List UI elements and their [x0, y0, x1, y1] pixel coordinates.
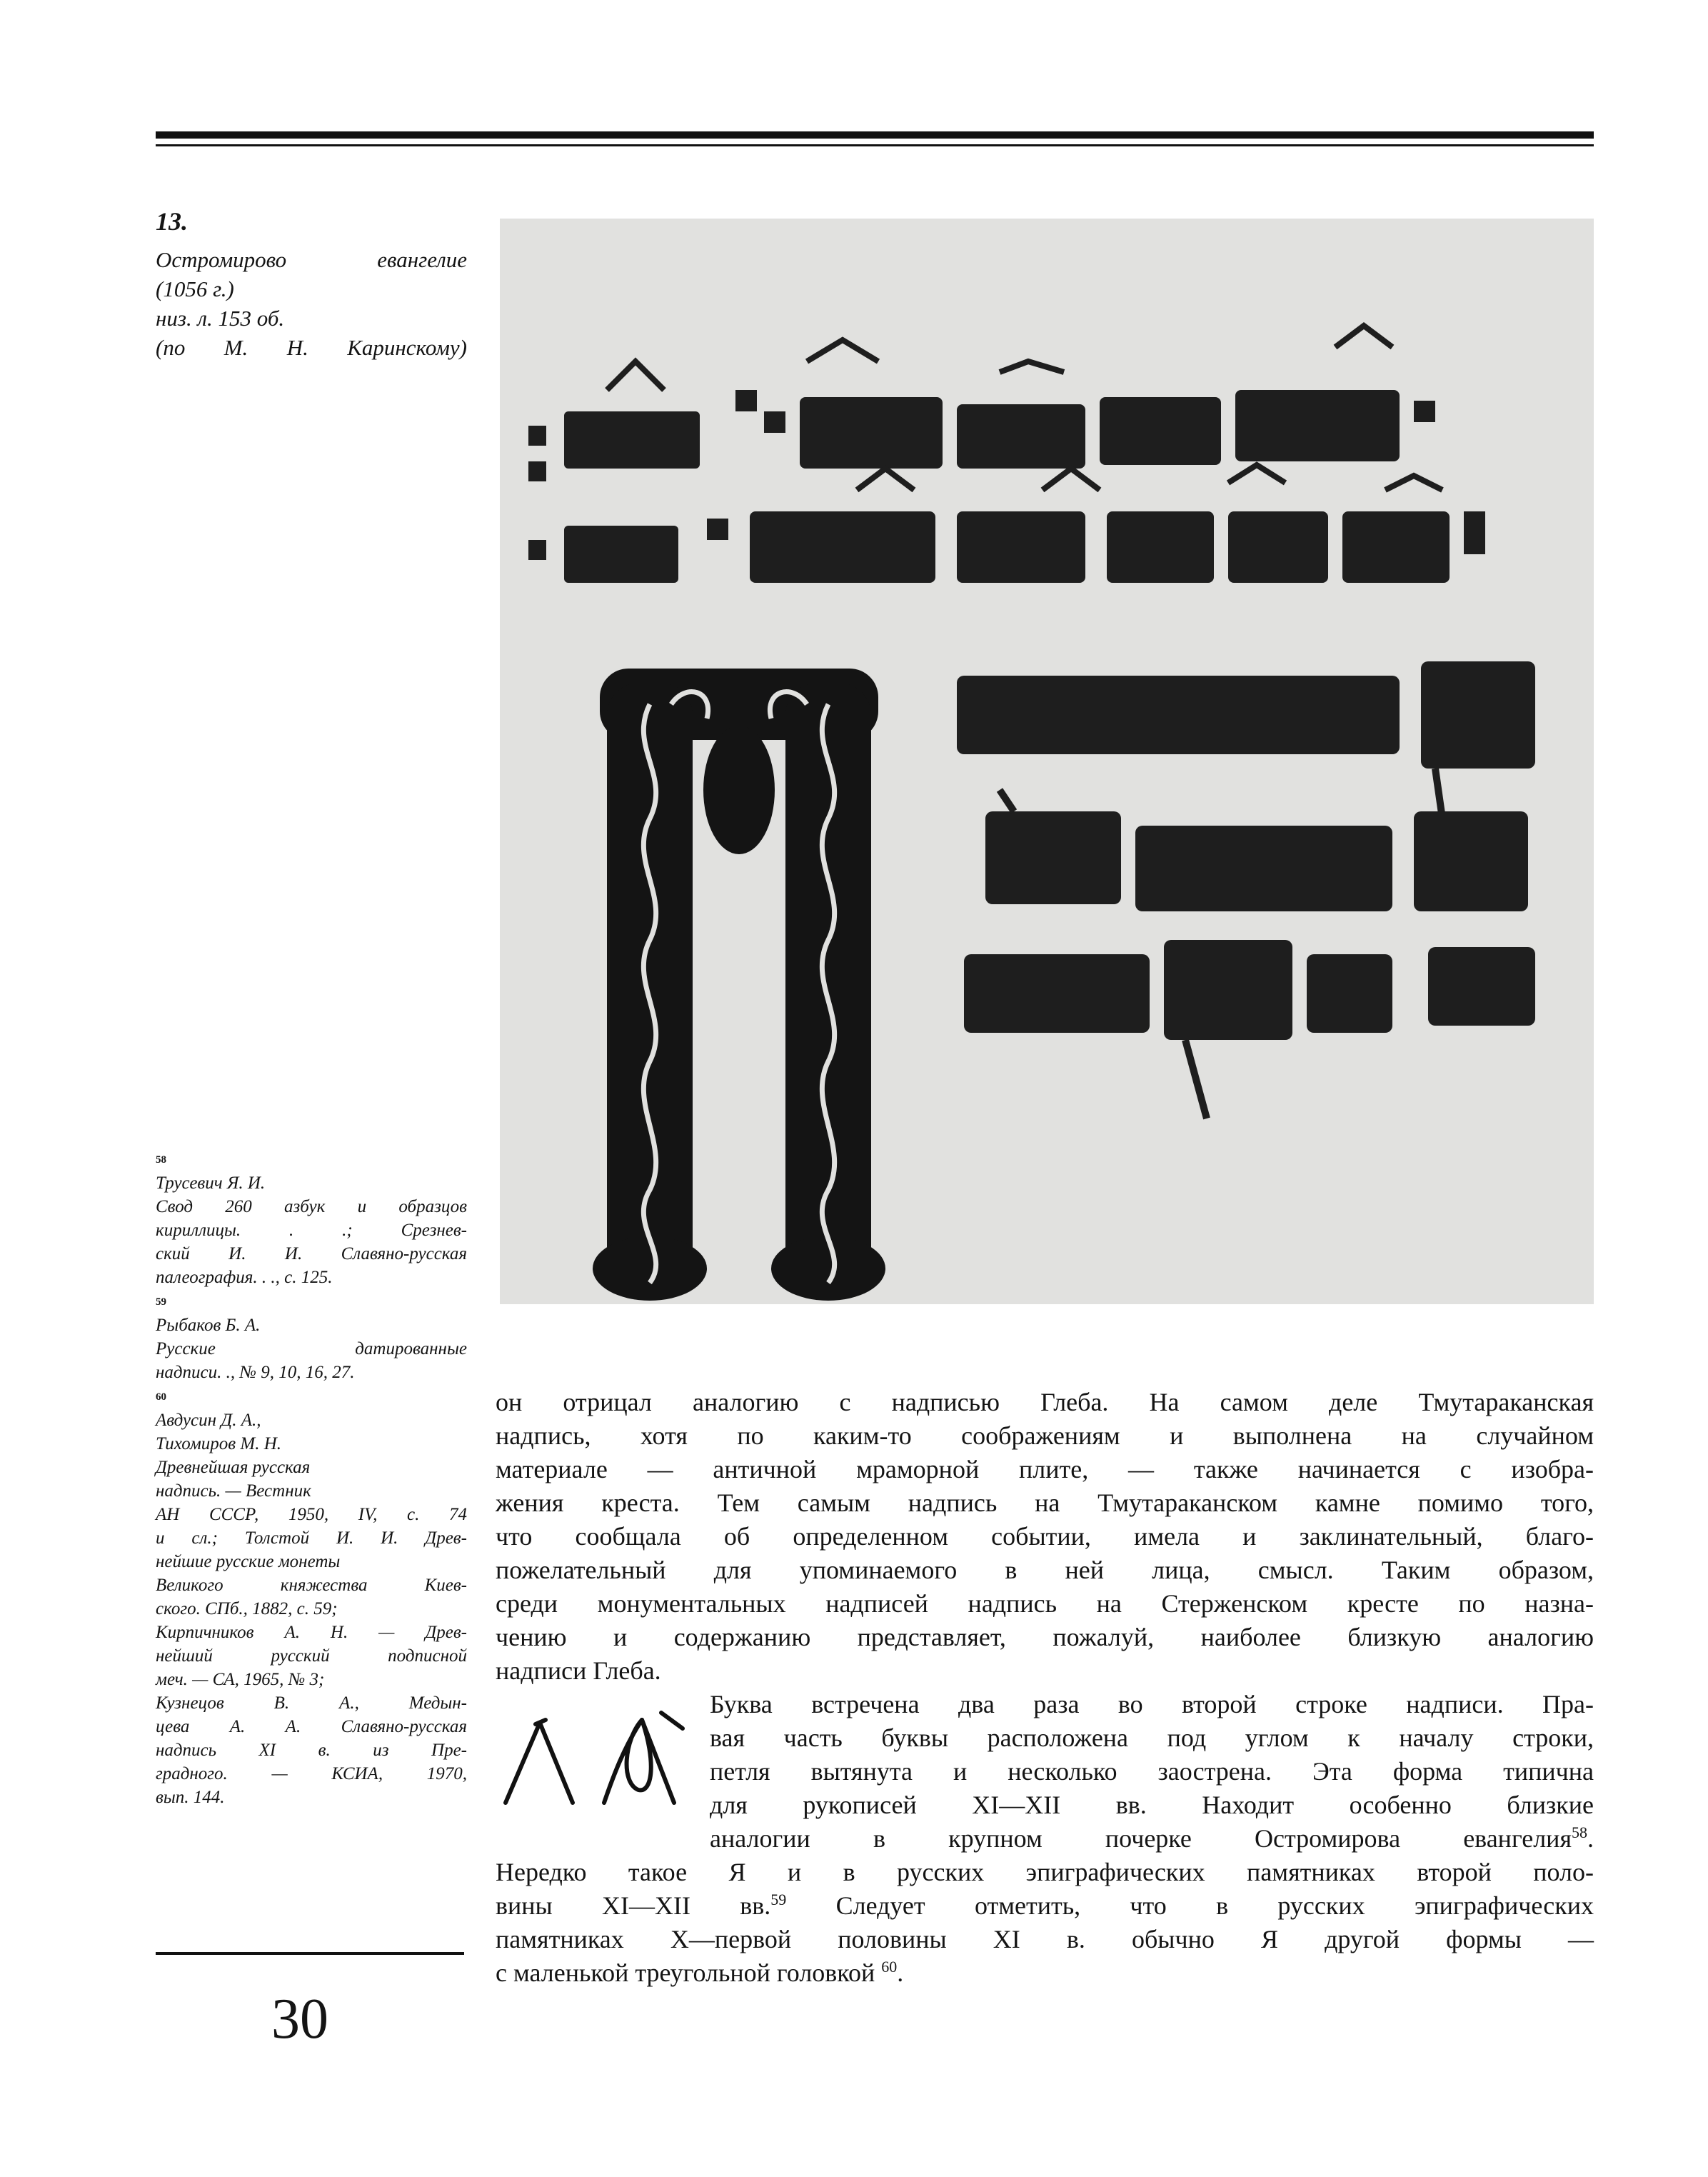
text-segment: другой формы — [1325, 1925, 1594, 1953]
caption-line: (1056 г.) [156, 276, 234, 301]
text-segment: . [897, 1958, 904, 1987]
text-line [496, 1889, 1594, 1923]
footnote [156, 1390, 467, 1809]
figure-caption [156, 207, 467, 362]
footnote-line: Трусевич Я. И. [156, 1173, 266, 1193]
text-segment: Следует отметить, что в русских эпиграфических [835, 1891, 1594, 1920]
footnote-line: нейшие русские монеты [156, 1552, 341, 1571]
footnote-number: 58 [156, 1154, 166, 1166]
footnote-ref-60[interactable]: 60 [881, 1958, 898, 1976]
text-line: для рукописей XI—XII вв. Находит особенно близкие [710, 1791, 1594, 1819]
footnote-line: Древнейшая русская [156, 1458, 311, 1477]
text-segment: с маленькой треугольной головкой [496, 1958, 875, 1987]
footnote-number: 59 [156, 1296, 166, 1308]
footnote [156, 1295, 467, 1384]
footnote-line: нейший русский подписной [156, 1646, 467, 1666]
text-line: Буква встречена два раза во второй строке надписи. Пра- [710, 1690, 1594, 1718]
top-rule-thin [156, 144, 1594, 146]
text-line: он отрицал аналогию с надписью Глеба. На самом деле Тмутараканская [496, 1388, 1594, 1416]
text-segment: вины XI—XII вв. [496, 1891, 771, 1920]
manuscript-illuminated-initial-icon [500, 219, 1594, 1304]
text-line: петля вытянута и несколько заострена. Эта форма типична [710, 1757, 1594, 1786]
footnote-line: надписи. ., № 9, 10, 16, 27. [156, 1363, 355, 1382]
footnote-line: палеография. . ., с. 125. [156, 1268, 333, 1287]
footnote-line: Тихомиров М. Н. [156, 1434, 282, 1453]
footnote-ref-58[interactable]: 58 [1572, 1823, 1587, 1841]
footnote-line: градного. — КСИА, 1970, [156, 1764, 467, 1783]
text-line [496, 1822, 1594, 1856]
text-segment: и в русских эпиграфических памятниках второй поло- [787, 1858, 1594, 1886]
footnote-line: ский И. И. Славяно-русская [156, 1244, 467, 1263]
old-a-glyph: Я [728, 1858, 746, 1886]
footnote-line: кириллицы. . .; Срезнев- [156, 1221, 467, 1240]
footnote-line: вып. 144. [156, 1788, 225, 1807]
footnote-number: 60 [156, 1391, 166, 1403]
text-line: чению и содержанию представляет, пожалуй, наиболее близкую аналогию [496, 1623, 1594, 1651]
text-line: материале — античной мраморной плите, — также начинается с изобра- [496, 1455, 1594, 1483]
footnote-line: Великого княжества Киев- [156, 1576, 467, 1595]
text-line [496, 1956, 1594, 1990]
text-line: пожелательный для упоминаемого в ней лица, смысл. Таким образом, [496, 1556, 1594, 1584]
footnote-ref-59[interactable]: 59 [770, 1891, 787, 1908]
footnote-line: Рыбаков Б. А. [156, 1316, 261, 1335]
footnote-line: Русские датированные [156, 1339, 467, 1358]
text-line: надпись, хотя по каким-то соображениям и выполнена на случайном [496, 1421, 1594, 1450]
text-line: жения креста. Тем самым надпись на Тмутараканском камне помимо того, [496, 1488, 1594, 1517]
footnote-line: Кузнецов В. А., Медын- [156, 1693, 467, 1713]
text-segment: аналогии в крупном почерке Остромирова евангелия [710, 1824, 1572, 1853]
text-line: надписи Глеба. [496, 1656, 661, 1685]
caption-line: низ. л. 153 об. [156, 306, 285, 331]
footnotes [156, 1153, 467, 1815]
body-text [496, 1386, 1594, 1990]
manuscript-image [500, 219, 1594, 1304]
caption-line: (по М. Н. Каринскому) [156, 335, 467, 360]
footnote-line: Кирпичников А. Н. — Древ- [156, 1623, 467, 1642]
text-line [496, 1856, 1594, 1889]
letter-figure [496, 1704, 703, 1811]
footnote-line: меч. — СА, 1965, № 3; [156, 1670, 325, 1689]
footnote-line: АН СССР, 1950, IV, с. 74 [156, 1505, 467, 1524]
page-number: 30 [271, 1988, 328, 2051]
text-line [496, 1923, 1594, 1956]
caption-line: Остромирово евангелие [156, 247, 467, 272]
text-line: что сообщала об определенном событии, имела и заклинательный, благо- [496, 1522, 1594, 1551]
top-rule [156, 131, 1594, 139]
old-a-glyph: Я [1260, 1925, 1278, 1953]
text-segment: Нередко такое [496, 1858, 688, 1886]
footnote-line: надпись. — Вестник [156, 1481, 311, 1501]
a-letterform-variants-icon [496, 1704, 703, 1811]
text-segment: памятниках X—первой половины XI в. обычно [496, 1925, 1215, 1953]
footnote [156, 1153, 467, 1289]
footnote-line: Авдусин Д. А., [156, 1411, 261, 1430]
bottom-rule [156, 1952, 464, 1955]
footnote-line: надпись XI в. из Пре- [156, 1741, 467, 1760]
text-line: вая часть буквы расположена под углом к началу строки, [710, 1723, 1594, 1752]
text-segment: . [1587, 1824, 1594, 1853]
figure-number: 13. [156, 207, 188, 236]
footnote-line: ского. СПб., 1882, с. 59; [156, 1599, 338, 1618]
footnote-line: Свод 260 азбук и образцов [156, 1197, 467, 1216]
text-line: среди монументальных надписей надпись на Стерженском кресте по назна- [496, 1589, 1594, 1618]
footnote-line: цева А. А. Славяно-русская [156, 1717, 467, 1736]
footnote-line: и сл.; Толстой И. И. Древ- [156, 1528, 467, 1548]
